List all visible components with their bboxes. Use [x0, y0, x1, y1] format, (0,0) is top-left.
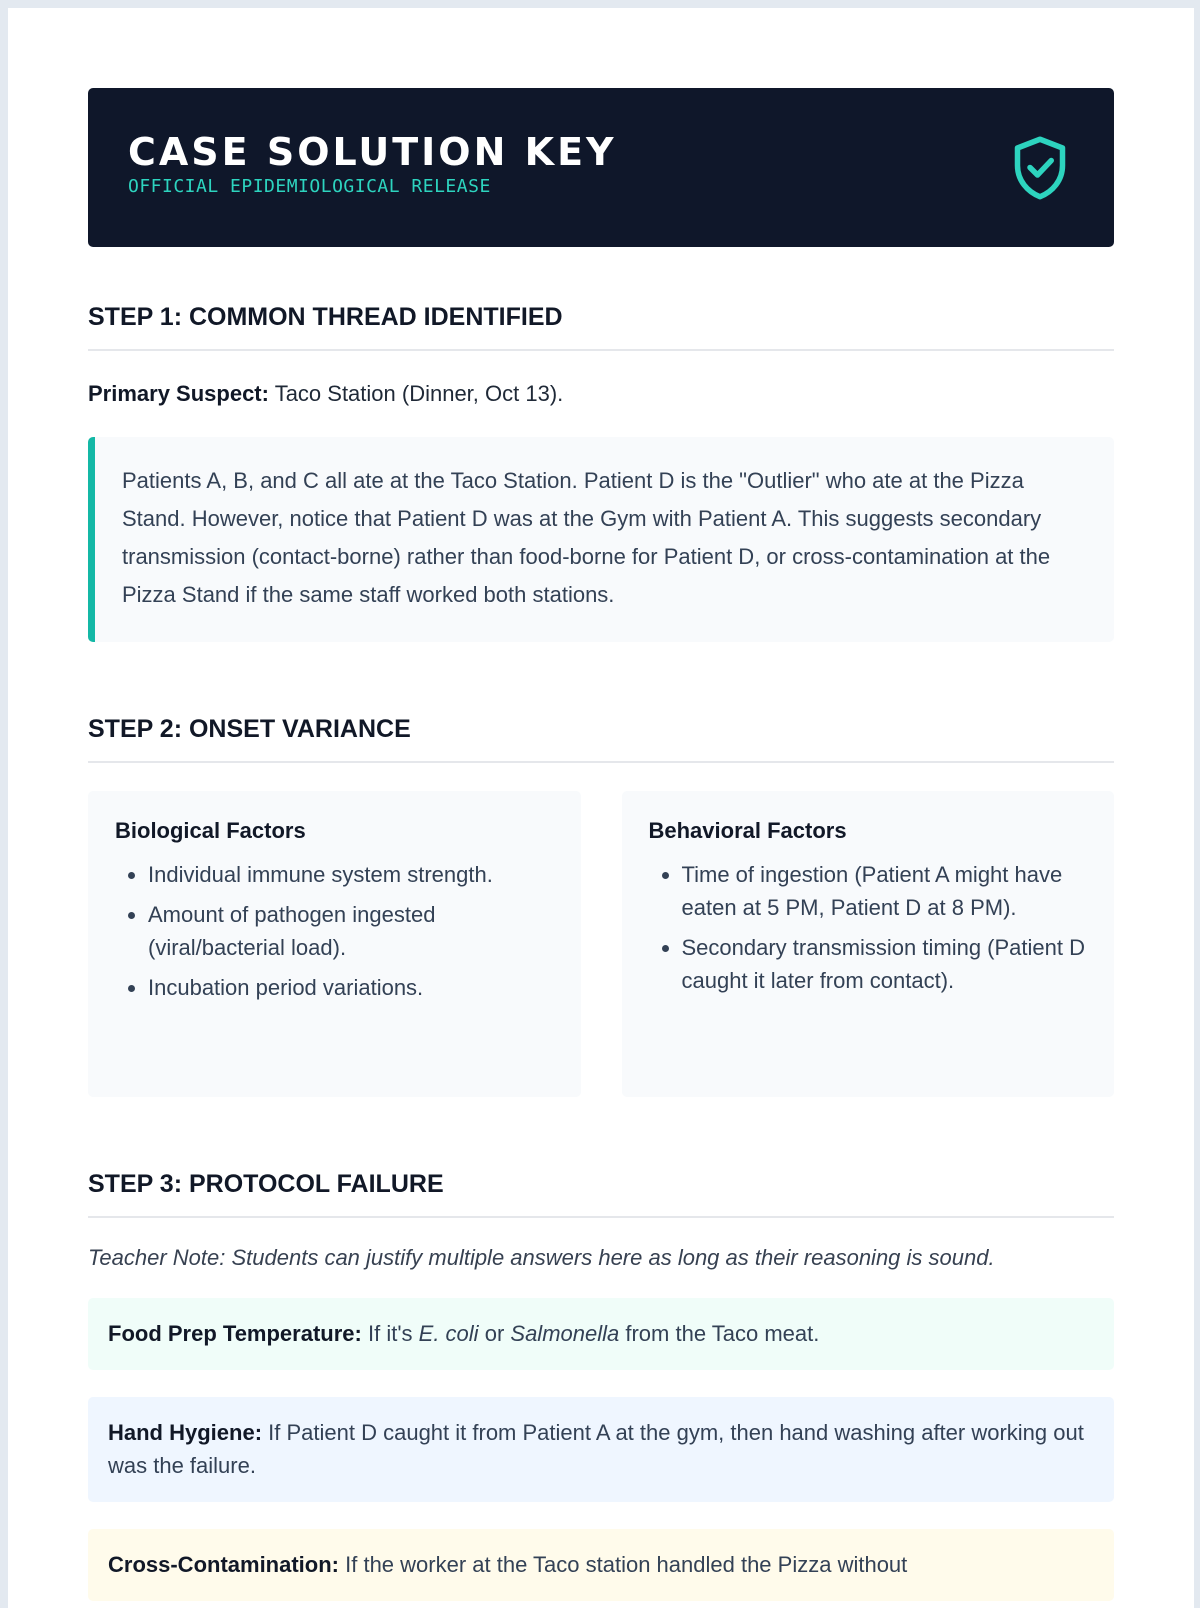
protocol-text: If it's: [367, 1321, 413, 1346]
teacher-note: Teacher Note: Students can justify multiple answers here as long as their reasoning is sound.: [88, 1245, 995, 1270]
list-item: • Secondary transmission timing (Patient D caught it later from contact).: [682, 931, 1089, 997]
protocol-label: Food Prep Temperature:: [108, 1321, 362, 1346]
protocol-cross-contamination: [88, 1529, 1114, 1601]
protocol-food-prep-temperature: [88, 1298, 1114, 1370]
behavioral-factors-list: [649, 858, 1089, 997]
solution-sheet: [8, 8, 1194, 1608]
biological-factors-title: Biological Factors: [115, 818, 306, 843]
list-item: • Amount of pathogen ingested (viral/bacterial load).: [148, 898, 555, 964]
factor-cards: [88, 791, 1114, 1097]
step-1-heading: STEP 1: COMMON THREAD IDENTIFIED: [88, 303, 1114, 351]
biological-factors-card: [88, 791, 581, 1097]
biological-factors-list: [115, 858, 555, 1004]
list-item: • Incubation period variations.: [148, 971, 555, 1004]
protocol-label: Hand Hygiene:: [108, 1420, 263, 1445]
step-3-section: [88, 1170, 1114, 1601]
behavioral-factors-card: [622, 791, 1115, 1097]
pathogen-name: Salmonella: [510, 1321, 620, 1346]
behavioral-factors-title: Behavioral Factors: [648, 818, 847, 843]
step-2-section: [88, 715, 1114, 1097]
protocol-text: If Patient D caught it from Patient A at the gym, then hand washing after working out was the failure.: [108, 1420, 1084, 1478]
header-banner: [88, 88, 1114, 247]
suspect-label: Primary Suspect:: [88, 381, 269, 406]
pathogen-name: E. coli: [418, 1321, 479, 1346]
step-3-heading: STEP 3: PROTOCOL FAILURE: [88, 1170, 1114, 1218]
page-subtitle: OFFICIAL EPIDEMIOLOGICAL RELEASE: [128, 176, 491, 197]
suspect-value: Taco Station (Dinner, Oct 13).: [274, 381, 564, 406]
page-title: CASE SOLUTION KEY: [128, 130, 617, 174]
shield-check-icon: [1010, 135, 1070, 201]
protocol-text: If the worker at the Taco station handled the Pizza without: [345, 1552, 908, 1577]
list-item: • Individual immune system strength.: [148, 858, 555, 891]
analysis-callout: Patients A, B, and C all ate at the Taco Station. Patient D is the "Outlier" who ate at the Pizza Stand. However, notice that Patient D was at the Gym with Patient A. This suggests secondary transmission (contact-borne) rather than food-borne for Patient D, or cross-contamination at the Pizza Stand if the same staff worked both stations.: [88, 437, 1114, 642]
step-2-heading: STEP 2: ONSET VARIANCE: [88, 715, 1114, 763]
protocol-text: from the Taco meat.: [625, 1321, 820, 1346]
primary-suspect: [88, 379, 1114, 409]
protocol-label: Cross-Contamination:: [108, 1552, 339, 1577]
step-1-section: [88, 303, 1114, 642]
protocol-hand-hygiene: [88, 1397, 1114, 1502]
list-item: • Time of ingestion (Patient A might have eaten at 5 PM, Patient D at 8 PM).: [682, 858, 1089, 924]
protocol-text: or: [484, 1321, 505, 1346]
